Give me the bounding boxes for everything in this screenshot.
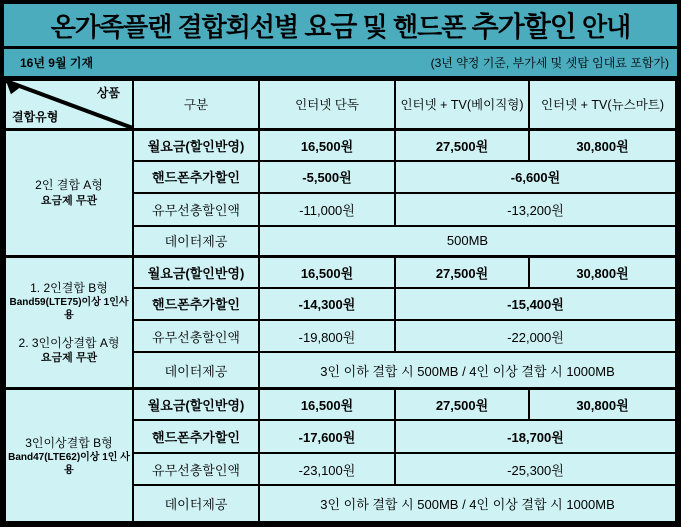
column-header-internet-only: 인터넷 단독: [259, 80, 395, 129]
g1-total-discount-internet: -11,000원: [259, 193, 395, 225]
g2-monthly-tv-basic: 27,500원: [395, 256, 529, 287]
group2-label: [5, 256, 133, 389]
g3-monthly-internet: 16,500원: [259, 389, 395, 420]
group2-label-line4: 요금제 무관: [40, 352, 98, 365]
group1-label-line2: 요금제 무관: [40, 194, 98, 207]
row-label-monthly-fee: 월요금(할인반영): [133, 129, 259, 160]
g1-monthly-tv-basic: 27,500원: [395, 129, 529, 160]
g3-total-discount-tv: -25,300원: [395, 453, 676, 485]
g2-phone-discount-internet: -14,300원: [259, 288, 395, 320]
subtitle-bar: [4, 49, 677, 79]
g2-data-provide: 3인 이하 결합 시 500MB / 4인 이상 결합 시 1000MB: [259, 352, 676, 389]
group3-label-line1: 3인이상결합 B형: [25, 435, 113, 450]
column-header-internet-tv-basic: 인터넷 + TV(베이직형): [395, 80, 529, 129]
column-header-internet-tv-newsmart: 인터넷 + TV(뉴스마트): [529, 80, 676, 129]
g1-total-discount-tv: -13,200원: [395, 193, 676, 225]
group2-label-spacer: [8, 322, 130, 335]
column-header-category: 구분: [133, 80, 259, 129]
g3-data-provide: 3인 이하 결합 시 500MB / 4인 이상 결합 시 1000MB: [259, 485, 676, 522]
g2-monthly-internet: 16,500원: [259, 256, 395, 287]
corner-label-product: 상품: [96, 86, 120, 100]
g3-phone-discount-internet: -17,600원: [259, 420, 395, 452]
row-label-phone-discount: 핸드폰추가할인: [133, 420, 259, 452]
group3-label: [5, 389, 133, 522]
title-text-3: 안내: [575, 11, 631, 42]
g3-monthly-tv-basic: 27,500원: [395, 389, 529, 420]
row-label-phone-discount: 핸드폰추가할인: [133, 161, 259, 193]
group2-label-line2: Band59(LTE75)이상 1인사용: [9, 296, 129, 321]
group2-label-line3: 2. 3인이상결합 A형: [18, 335, 120, 350]
g2-phone-discount-tv: -15,400원: [395, 288, 676, 320]
terms-note: (3년 약정 기준, 부가세 및 셋탑 임대료 포함가): [430, 56, 669, 70]
pricing-table: [4, 79, 677, 523]
row-label-total-discount: 유무선총할인액: [133, 193, 259, 225]
row-label-total-discount: 유무선총할인액: [133, 320, 259, 352]
corner-label-bundle-type: 결합유형: [12, 109, 59, 124]
g1-phone-discount-tv: -6,600원: [395, 161, 676, 193]
row-label-monthly-fee: 월요금(할인반영): [133, 256, 259, 287]
title-text-fee: 요금: [304, 11, 357, 42]
row-label-data-provide: 데이터제공: [133, 352, 259, 389]
row-label-monthly-fee: 월요금(할인반영): [133, 389, 259, 420]
group3-label-line2: Band47(LTE62)이상 1인 사용: [8, 451, 130, 476]
row-label-data-provide: 데이터제공: [133, 485, 259, 522]
g1-monthly-internet: 16,500원: [259, 129, 395, 160]
date-note: 16년 9월 기재: [20, 56, 94, 70]
group2-label-line1: 1. 2인결합 B형: [30, 280, 108, 295]
title-text-2: 및 핸드폰: [356, 11, 472, 42]
row-label-phone-discount: 핸드폰추가할인: [133, 288, 259, 320]
row-label-data-provide: 데이터제공: [133, 226, 259, 256]
g2-total-discount-internet: -19,800원: [259, 320, 395, 352]
page-title: [4, 4, 677, 49]
g1-monthly-tv-newsmart: 30,800원: [529, 129, 676, 160]
group1-label: [5, 129, 133, 256]
title-text-1: 온가족플랜 결합회선별: [50, 11, 305, 42]
g3-phone-discount-tv: -18,700원: [395, 420, 676, 452]
group1-label-line1: 2인 결합 A형: [35, 178, 103, 193]
corner-cell: [5, 80, 133, 129]
title-text-extra-discount: 추가할인: [471, 11, 576, 42]
g3-monthly-tv-newsmart: 30,800원: [529, 389, 676, 420]
g2-total-discount-tv: -22,000원: [395, 320, 676, 352]
g1-phone-discount-internet: -5,500원: [259, 161, 395, 193]
row-label-total-discount: 유무선총할인액: [133, 453, 259, 485]
g1-data-provide: 500MB: [259, 226, 676, 256]
g3-total-discount-internet: -23,100원: [259, 453, 395, 485]
g2-monthly-tv-newsmart: 30,800원: [529, 256, 676, 287]
